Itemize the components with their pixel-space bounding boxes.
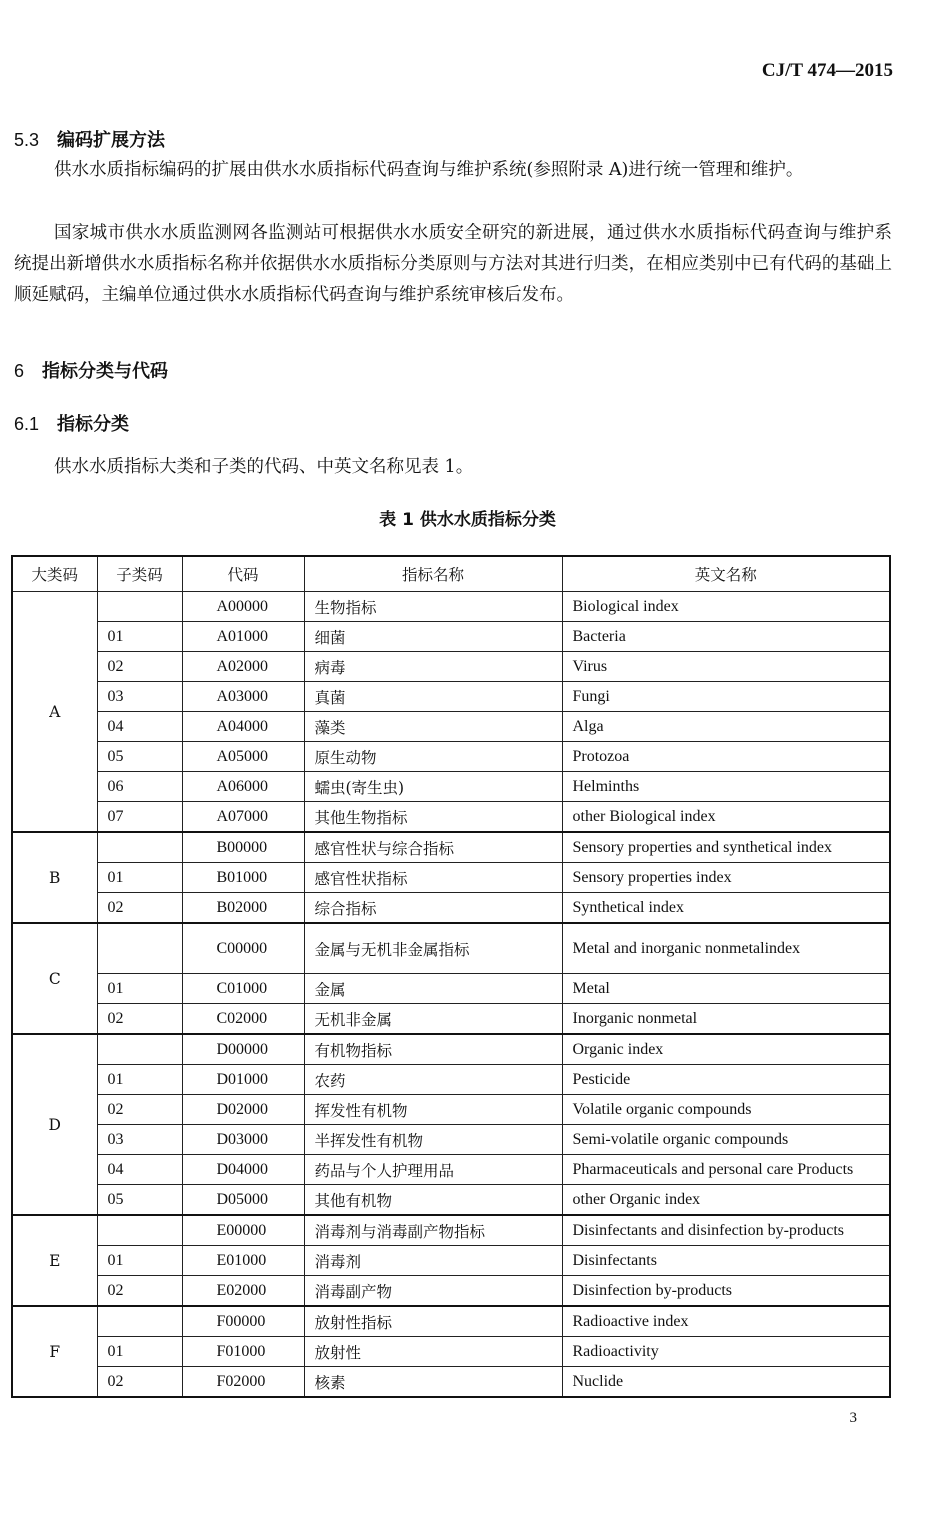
index-name-en: Organic index	[562, 1034, 890, 1065]
sub-class-code: 01	[97, 1065, 182, 1095]
index-name-cn: 消毒剂	[304, 1246, 562, 1276]
column-header: 英文名称	[562, 556, 890, 592]
index-name-en: other Organic index	[562, 1185, 890, 1216]
table-row	[12, 863, 890, 893]
sub-class-code	[97, 1215, 182, 1246]
index-name-cn: 农药	[304, 1065, 562, 1095]
index-name-en: Disinfection by-products	[562, 1276, 890, 1307]
sub-class-code: 04	[97, 1155, 182, 1185]
sub-class-code	[97, 592, 182, 622]
index-code: A07000	[182, 802, 304, 833]
index-name-en: Sensory properties index	[562, 863, 890, 893]
index-code: D02000	[182, 1095, 304, 1125]
table-row	[12, 1337, 890, 1367]
major-class-code: B	[12, 832, 97, 923]
index-code: D00000	[182, 1034, 304, 1065]
section-number: 6.1	[14, 414, 40, 434]
index-code: B02000	[182, 893, 304, 924]
table-row	[12, 974, 890, 1004]
table-row	[12, 772, 890, 802]
table-row	[12, 682, 890, 712]
table-row	[12, 742, 890, 772]
section-6-heading	[14, 357, 168, 383]
table-row	[12, 832, 890, 863]
sub-class-code: 01	[97, 974, 182, 1004]
index-name-en: Fungi	[562, 682, 890, 712]
table-body	[12, 592, 890, 1398]
column-header: 子类码	[97, 556, 182, 592]
sub-class-code	[97, 832, 182, 863]
index-name-en: Disinfectants and disinfection by-products	[562, 1215, 890, 1246]
index-code: D04000	[182, 1155, 304, 1185]
paragraph: 供水水质指标大类和子类的代码、中英文名称见表 1。	[54, 457, 474, 477]
index-name-cn: 半挥发性有机物	[304, 1125, 562, 1155]
index-name-cn: 感官性状指标	[304, 863, 562, 893]
index-name-cn: 综合指标	[304, 893, 562, 924]
sub-class-code: 05	[97, 742, 182, 772]
paragraph: 供水水质指标编码的扩展由供水水质指标代码查询与维护系统(参照附录 A)进行统一管理和维护。	[54, 160, 804, 180]
sub-class-code: 03	[97, 1125, 182, 1155]
index-name-en: Virus	[562, 652, 890, 682]
table-row	[12, 1246, 890, 1276]
major-class-code: E	[12, 1215, 97, 1306]
sub-class-code: 01	[97, 622, 182, 652]
page-number: 3	[849, 1410, 857, 1426]
sub-class-code: 07	[97, 802, 182, 833]
index-name-cn: 挥发性有机物	[304, 1095, 562, 1125]
column-header: 代码	[182, 556, 304, 592]
sub-class-code: 04	[97, 712, 182, 742]
index-code: B01000	[182, 863, 304, 893]
index-name-en: Radioactivity	[562, 1337, 890, 1367]
index-code: F00000	[182, 1306, 304, 1337]
index-name-en: Alga	[562, 712, 890, 742]
table-row	[12, 1125, 890, 1155]
table-row	[12, 1367, 890, 1398]
index-code: C01000	[182, 974, 304, 1004]
index-name-cn: 其他生物指标	[304, 802, 562, 833]
index-code: E02000	[182, 1276, 304, 1307]
sub-class-code	[97, 1306, 182, 1337]
index-code: A01000	[182, 622, 304, 652]
index-code: A04000	[182, 712, 304, 742]
index-name-en: Inorganic nonmetal	[562, 1004, 890, 1035]
table-row	[12, 1095, 890, 1125]
section-5-3-heading	[14, 126, 165, 152]
sub-class-code: 02	[97, 1004, 182, 1035]
sub-class-code: 03	[97, 682, 182, 712]
index-classification-table	[11, 555, 891, 1398]
index-name-en: Protozoa	[562, 742, 890, 772]
index-name-cn: 感官性状与综合指标	[304, 832, 562, 863]
index-code: C00000	[182, 923, 304, 974]
index-code: B00000	[182, 832, 304, 863]
table-row	[12, 923, 890, 974]
table-row	[12, 1306, 890, 1337]
table-caption: 表 1 供水水质指标分类	[379, 510, 556, 530]
table-row	[12, 893, 890, 924]
index-name-cn: 放射性	[304, 1337, 562, 1367]
index-name-en: Nuclide	[562, 1367, 890, 1398]
index-name-cn: 蠕虫(寄生虫)	[304, 772, 562, 802]
sub-class-code: 02	[97, 1276, 182, 1307]
sub-class-code: 05	[97, 1185, 182, 1216]
sub-class-code	[97, 923, 182, 974]
major-class-code: C	[12, 923, 97, 1034]
table-row	[12, 652, 890, 682]
index-name-cn: 消毒副产物	[304, 1276, 562, 1307]
index-name-en: Volatile organic compounds	[562, 1095, 890, 1125]
sub-class-code: 01	[97, 1337, 182, 1367]
table-row	[12, 802, 890, 833]
index-name-cn: 病毒	[304, 652, 562, 682]
section-title: 指标分类	[57, 414, 130, 435]
index-name-cn: 有机物指标	[304, 1034, 562, 1065]
index-code: A00000	[182, 592, 304, 622]
index-name-en: Pharmaceuticals and personal care Products	[562, 1155, 890, 1185]
table-row	[12, 1185, 890, 1216]
index-name-en: Synthetical index	[562, 893, 890, 924]
major-class-code: A	[12, 592, 97, 833]
index-name-cn: 生物指标	[304, 592, 562, 622]
table-row	[12, 712, 890, 742]
section-title: 指标分类与代码	[42, 361, 169, 382]
table-row	[12, 1034, 890, 1065]
sub-class-code: 01	[97, 1246, 182, 1276]
index-name-cn: 其他有机物	[304, 1185, 562, 1216]
index-name-cn: 金属	[304, 974, 562, 1004]
paragraph: 国家城市供水水质监测网各监测站可根据供水水质安全研究的新进展，通过供水水质指标代码查询与维护系统提出新增供水水质指标名称并依据供水水质指标分类原则与方法对其进行归类，在相应类别中已有代码的基础上顺延赋码，主编单位通过供水水质指标代码查询与维护系统审核后发布。	[14, 223, 892, 305]
index-name-cn: 藻类	[304, 712, 562, 742]
column-header: 指标名称	[304, 556, 562, 592]
sub-class-code: 06	[97, 772, 182, 802]
index-name-cn: 消毒剂与消毒副产物指标	[304, 1215, 562, 1246]
section-number: 5.3	[14, 130, 40, 150]
index-name-en: Semi-volatile organic compounds	[562, 1125, 890, 1155]
index-code: E00000	[182, 1215, 304, 1246]
index-name-en: Metal	[562, 974, 890, 1004]
index-code: A06000	[182, 772, 304, 802]
index-name-cn: 核素	[304, 1367, 562, 1398]
sub-class-code: 02	[97, 1367, 182, 1398]
table-row	[12, 592, 890, 622]
index-code: F02000	[182, 1367, 304, 1398]
index-name-en: Disinfectants	[562, 1246, 890, 1276]
section-6-1-heading	[14, 410, 129, 436]
index-name-cn: 金属与无机非金属指标	[304, 923, 562, 974]
index-name-en: Radioactive index	[562, 1306, 890, 1337]
index-code: A05000	[182, 742, 304, 772]
table-row	[12, 1155, 890, 1185]
index-name-en: Biological index	[562, 592, 890, 622]
index-name-en: Sensory properties and synthetical index	[562, 832, 890, 863]
sub-class-code	[97, 1034, 182, 1065]
index-code: D01000	[182, 1065, 304, 1095]
index-name-cn: 放射性指标	[304, 1306, 562, 1337]
table-header-row	[12, 556, 890, 592]
index-name-cn: 原生动物	[304, 742, 562, 772]
index-code: D03000	[182, 1125, 304, 1155]
sub-class-code: 01	[97, 863, 182, 893]
table-row	[12, 1215, 890, 1246]
table-row	[12, 1276, 890, 1307]
index-name-en: Helminths	[562, 772, 890, 802]
index-name-cn: 药品与个人护理用品	[304, 1155, 562, 1185]
index-code: A03000	[182, 682, 304, 712]
sub-class-code: 02	[97, 1095, 182, 1125]
index-code: A02000	[182, 652, 304, 682]
table-row	[12, 1065, 890, 1095]
major-class-code: F	[12, 1306, 97, 1397]
table-row	[12, 622, 890, 652]
index-name-en: other Biological index	[562, 802, 890, 833]
major-class-code: D	[12, 1034, 97, 1215]
index-name-en: Pesticide	[562, 1065, 890, 1095]
section-number: 6	[14, 361, 25, 381]
standard-code: CJ/T 474—2015	[761, 60, 893, 81]
index-name-en: Metal and inorganic nonmetalindex	[562, 923, 890, 974]
index-name-en: Bacteria	[562, 622, 890, 652]
index-code: C02000	[182, 1004, 304, 1035]
column-header: 大类码	[12, 556, 97, 592]
index-name-cn: 细菌	[304, 622, 562, 652]
index-name-cn: 无机非金属	[304, 1004, 562, 1035]
sub-class-code: 02	[97, 893, 182, 924]
index-code: D05000	[182, 1185, 304, 1216]
index-code: F01000	[182, 1337, 304, 1367]
index-code: E01000	[182, 1246, 304, 1276]
sub-class-code: 02	[97, 652, 182, 682]
section-title: 编码扩展方法	[57, 130, 166, 151]
table-row	[12, 1004, 890, 1035]
index-name-cn: 真菌	[304, 682, 562, 712]
